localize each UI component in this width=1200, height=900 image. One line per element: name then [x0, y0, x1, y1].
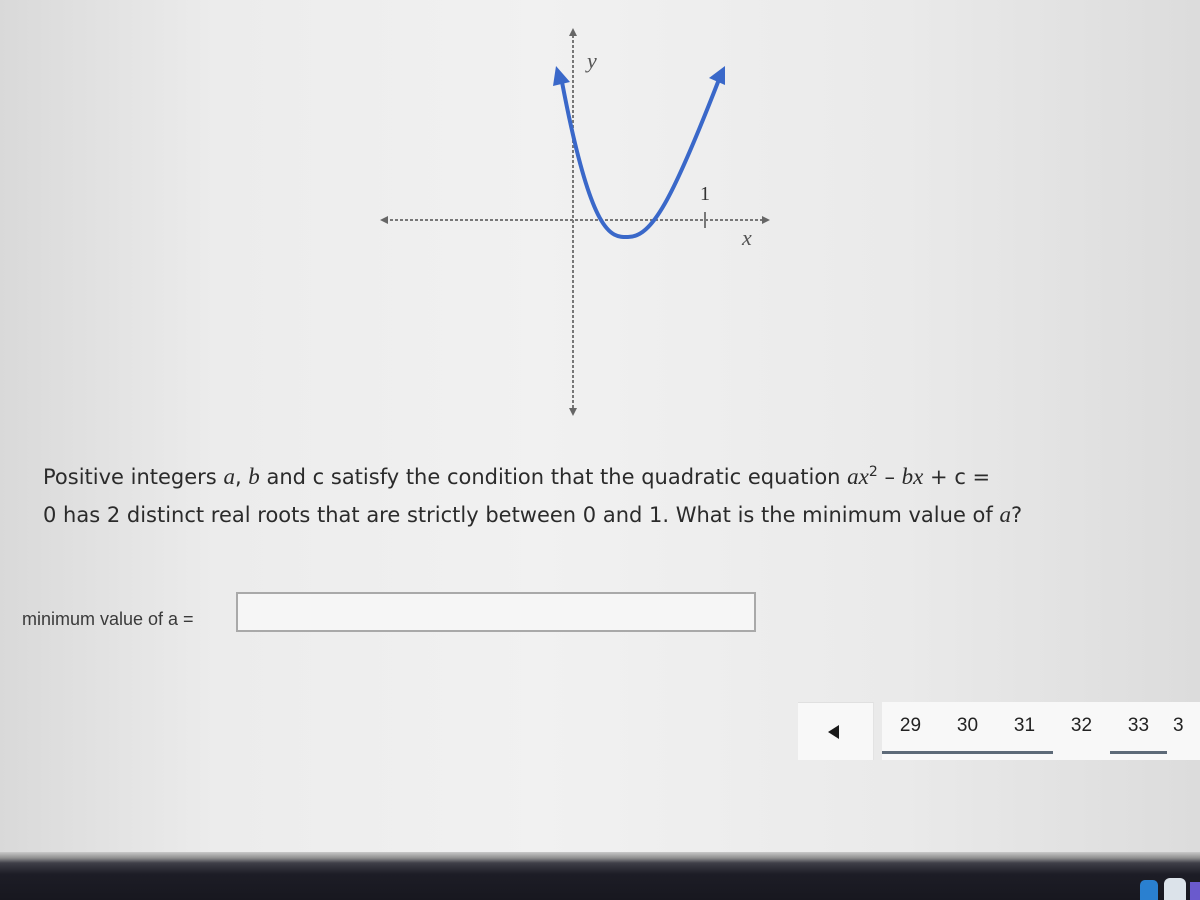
- expr-ax: ax: [847, 464, 869, 489]
- question-part-4: –: [877, 465, 902, 489]
- screen-bezel: [0, 852, 1200, 900]
- left-triangle-icon: [828, 725, 839, 739]
- x-tick-label: 1: [700, 183, 710, 205]
- question-part-6: 0 has 2 distinct real roots that are strictly between 0 and 1. What is the minimum value of: [43, 503, 1000, 527]
- page-30[interactable]: 30: [939, 702, 996, 754]
- question-part-3: and c satisfy the condition that the quadratic equation: [259, 465, 848, 489]
- pagination: [882, 702, 1200, 760]
- page-31[interactable]: 31: [996, 702, 1053, 754]
- exponent: 2: [868, 464, 878, 480]
- question-part-5: + c =: [923, 465, 991, 489]
- parabola-curve: [562, 82, 718, 237]
- variable-b: b: [248, 464, 260, 489]
- page-partial[interactable]: 3: [1173, 715, 1184, 736]
- variable-a-2: a: [999, 502, 1011, 527]
- page-32[interactable]: 32: [1070, 715, 1093, 736]
- question-text: [43, 458, 1163, 534]
- x-axis-right-arrow: [762, 216, 770, 224]
- curve-left-arrowhead: [553, 66, 570, 86]
- page-33[interactable]: 33: [1110, 702, 1167, 754]
- expr-bx: bx: [901, 464, 924, 489]
- question-part-1: Positive integers: [43, 465, 224, 489]
- x-axis-label: x: [742, 225, 752, 250]
- page-29[interactable]: 29: [882, 702, 939, 754]
- dock-app-icon[interactable]: [1190, 882, 1200, 900]
- dock-icons: [1140, 878, 1200, 900]
- y-axis-label: y: [587, 48, 597, 73]
- dock-app-icon[interactable]: [1140, 880, 1158, 900]
- variable-a: a: [223, 464, 235, 489]
- previous-page-button[interactable]: [798, 702, 874, 760]
- y-axis-top-arrow: [569, 28, 577, 36]
- answer-label: minimum value of a =: [22, 609, 194, 629]
- question-part-7: ?: [1010, 503, 1023, 527]
- question-part-2: ,: [234, 465, 249, 489]
- answer-input[interactable]: [236, 592, 756, 632]
- dock-app-icon[interactable]: [1164, 878, 1186, 900]
- quadratic-graph: [360, 20, 790, 430]
- y-axis-bottom-arrow: [569, 408, 577, 416]
- x-axis-left-arrow: [380, 216, 388, 224]
